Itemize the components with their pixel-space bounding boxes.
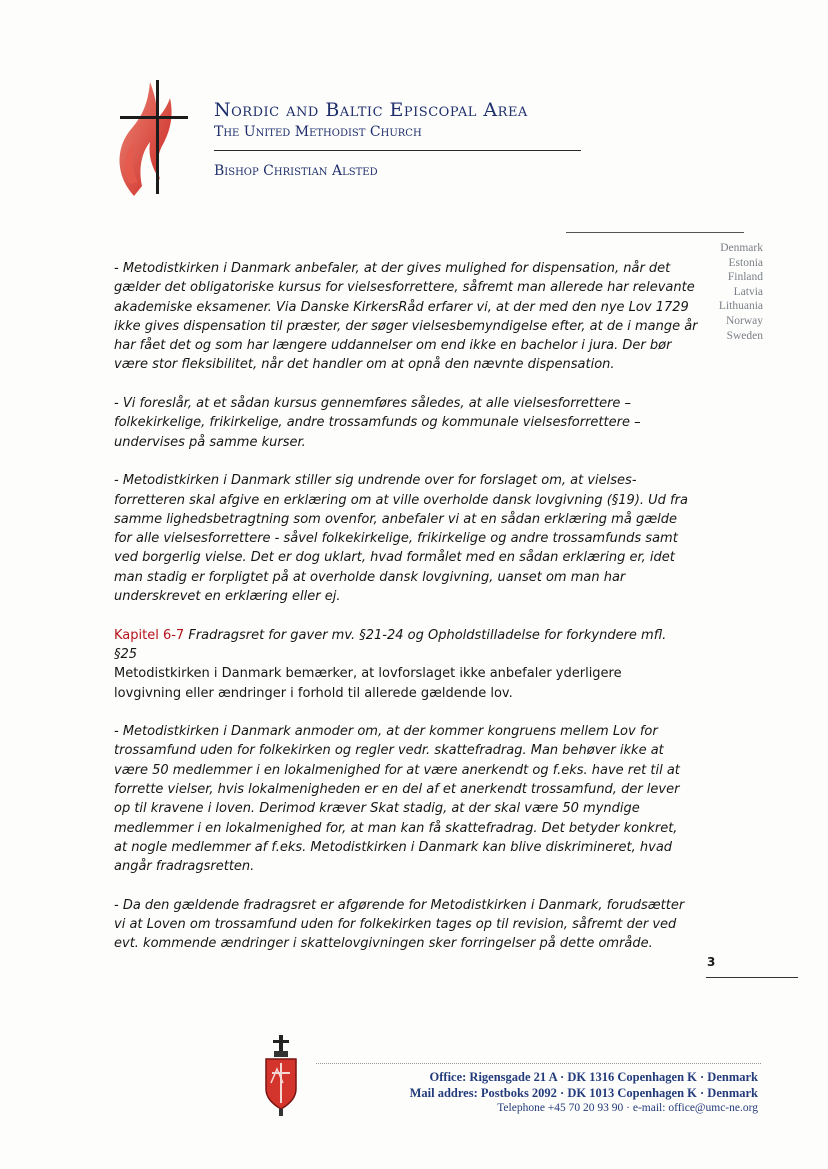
text-line: undervises på samme kurser. [114, 434, 306, 450]
country-item: Sweden [726, 329, 763, 342]
text-line: lovgivning eller ændringer i forhold til allerede gældende lov. [114, 685, 513, 701]
paragraph-dispensation [114, 259, 698, 375]
text-line: - Metodistkirken i Danmark stiller sig undrende over for forslaget om, at vielses- [114, 473, 637, 489]
text-line: evt. kommende ændringer i skattelovgivningen sker forringelser på dette område. [114, 936, 653, 952]
paragraph-remark [114, 664, 684, 703]
text-line: være stor fleksibilitet, når det handler om at opnå den nævnte dispensation. [114, 357, 615, 373]
text-line: Metodistkirken i Danmark bemærker, at lovforslaget ikke anbefaler yderligere [114, 666, 622, 682]
paragraph-revision [114, 896, 684, 954]
chapter-title-cont: §25 [114, 646, 138, 662]
church-crest [262, 1033, 300, 1117]
paragraph-declaration [114, 471, 688, 606]
country-item: Denmark [720, 242, 763, 254]
text-line: gælder det obligatoriske kursus for vielsesforrettere, såfremt man allerede har relevante [114, 280, 695, 296]
text-line: forretteren skal afgive en erklæring om at ville overholde dansk lovgivning (§19). Ud fra [114, 492, 688, 508]
text-line: at nogle medlemmer af f.eks. Metodistkirken i Danmark kan blive diskrimineret, hvad [114, 839, 673, 855]
contact-line: Telephone +45 70 20 93 90 · e-mail: office@umc-ne.org [497, 1102, 758, 1114]
country-item: Lithuania [718, 300, 763, 313]
text-line: medlemmer i en lokalmenighed for, at man kan få skattefradrag. Det betyder konkret, [114, 820, 678, 836]
office-address: Office: Rigensgade 21 A · DK 1316 Copenhagen K · Denmark [429, 1070, 758, 1084]
text-line: være 50 medlemmer i en lokalmenighed for at være anerkendt og f.eks. have ret til at [114, 762, 680, 778]
text-line: ved borgerlig vielse. Det er dog uklart, hvad formålet med en sådan erklæring er, idet [114, 550, 675, 566]
page-number: 3 [707, 955, 716, 969]
page-number-rule [706, 977, 798, 978]
header-divider [214, 150, 581, 151]
text-line: trossamfund uden for folkekirken og regler vedr. skattefradrag. Man behøver ikke at [114, 743, 664, 759]
text-line: folkekirkelige, frikirkelige, andre trossamfunds og kommunale vielsesforrettere – [114, 415, 641, 431]
text-line: - Da den gældende fradragsret er afgørende for Metodistkirken i Danmark, forudsætter [114, 897, 685, 913]
paragraph-course [114, 394, 684, 452]
bishop-name: Bishop Christian Alsted [214, 163, 378, 179]
text-line: vi at Loven om trossamfund uden for folkekirken tages op til revision, såfremt der ved [114, 917, 677, 933]
footer-address [330, 1070, 758, 1117]
text-line: underskrevet en erklæring eller ej. [114, 589, 341, 605]
country-list [690, 241, 763, 343]
chapter-heading [114, 626, 684, 665]
country-item: Norway [725, 314, 763, 327]
chapter-title: Fradragsret for gaver mv. §21-24 og Opholdstilladelse for forkyndere mfl. [188, 627, 667, 643]
sidebar-divider [566, 232, 744, 233]
country-item: Latvia [733, 285, 763, 298]
church-name: The United Methodist Church [214, 124, 422, 140]
text-line: - Vi foreslår, at et sådan kursus gennemføres således, at alle vielsesforrettere – [114, 396, 632, 412]
text-line: for alle vielsesforrettere - såvel folkekirkelige, frikirkelige og andre trossamfunds samt [114, 531, 678, 547]
text-line: - Metodistkirken i Danmark anmoder om, at der kommer kongruens mellem Lov for [114, 724, 658, 740]
cross-and-flame-logo [112, 76, 192, 198]
text-line: - Metodistkirken i Danmark anbefaler, at der gives mulighed for dispensation, når det [114, 261, 671, 276]
footer-divider [316, 1063, 761, 1064]
country-item: Estonia [728, 256, 763, 269]
paragraph-congruence [114, 722, 684, 876]
text-line: forrette vielser, hvis lokalmenigheden er en del af et anerkendt trossamfund, der lever [114, 782, 680, 798]
chapter-label: Kapitel 6-7 [114, 627, 185, 643]
text-line: har fået det og som har længere uddannelser om end ikke en bachelor i jura. Der bør [114, 338, 672, 354]
mail-address: Mail addres: Postboks 2092 · DK 1013 Copenhagen K · Denmark [409, 1085, 758, 1100]
letter-body [114, 259, 698, 954]
text-line: samme lighedsbetragtning som ovenfor, anbefaler vi at en sådan erklæring må gælde [114, 511, 677, 527]
text-line: man stadig er forpligtet på at overholde dansk lovgivning, uanset om man har [114, 569, 626, 585]
text-line: ikke gives dispensation til præster, der søger vielsesbemyndigelse efter, at de i mange år [114, 318, 698, 334]
text-line: angår fradragsretten. [114, 859, 255, 875]
country-item: Finland [727, 271, 763, 284]
organization-name: Nordic and Baltic Episcopal Area [214, 99, 528, 121]
text-line: akademiske eksamener. Via Danske KirkersRåd erfarer vi, at der med den nye Lov 1729 [114, 299, 689, 315]
text-line: op til kravene i loven. Derimod kræver Skat stadig, at der skal være 50 myndige [114, 801, 640, 817]
